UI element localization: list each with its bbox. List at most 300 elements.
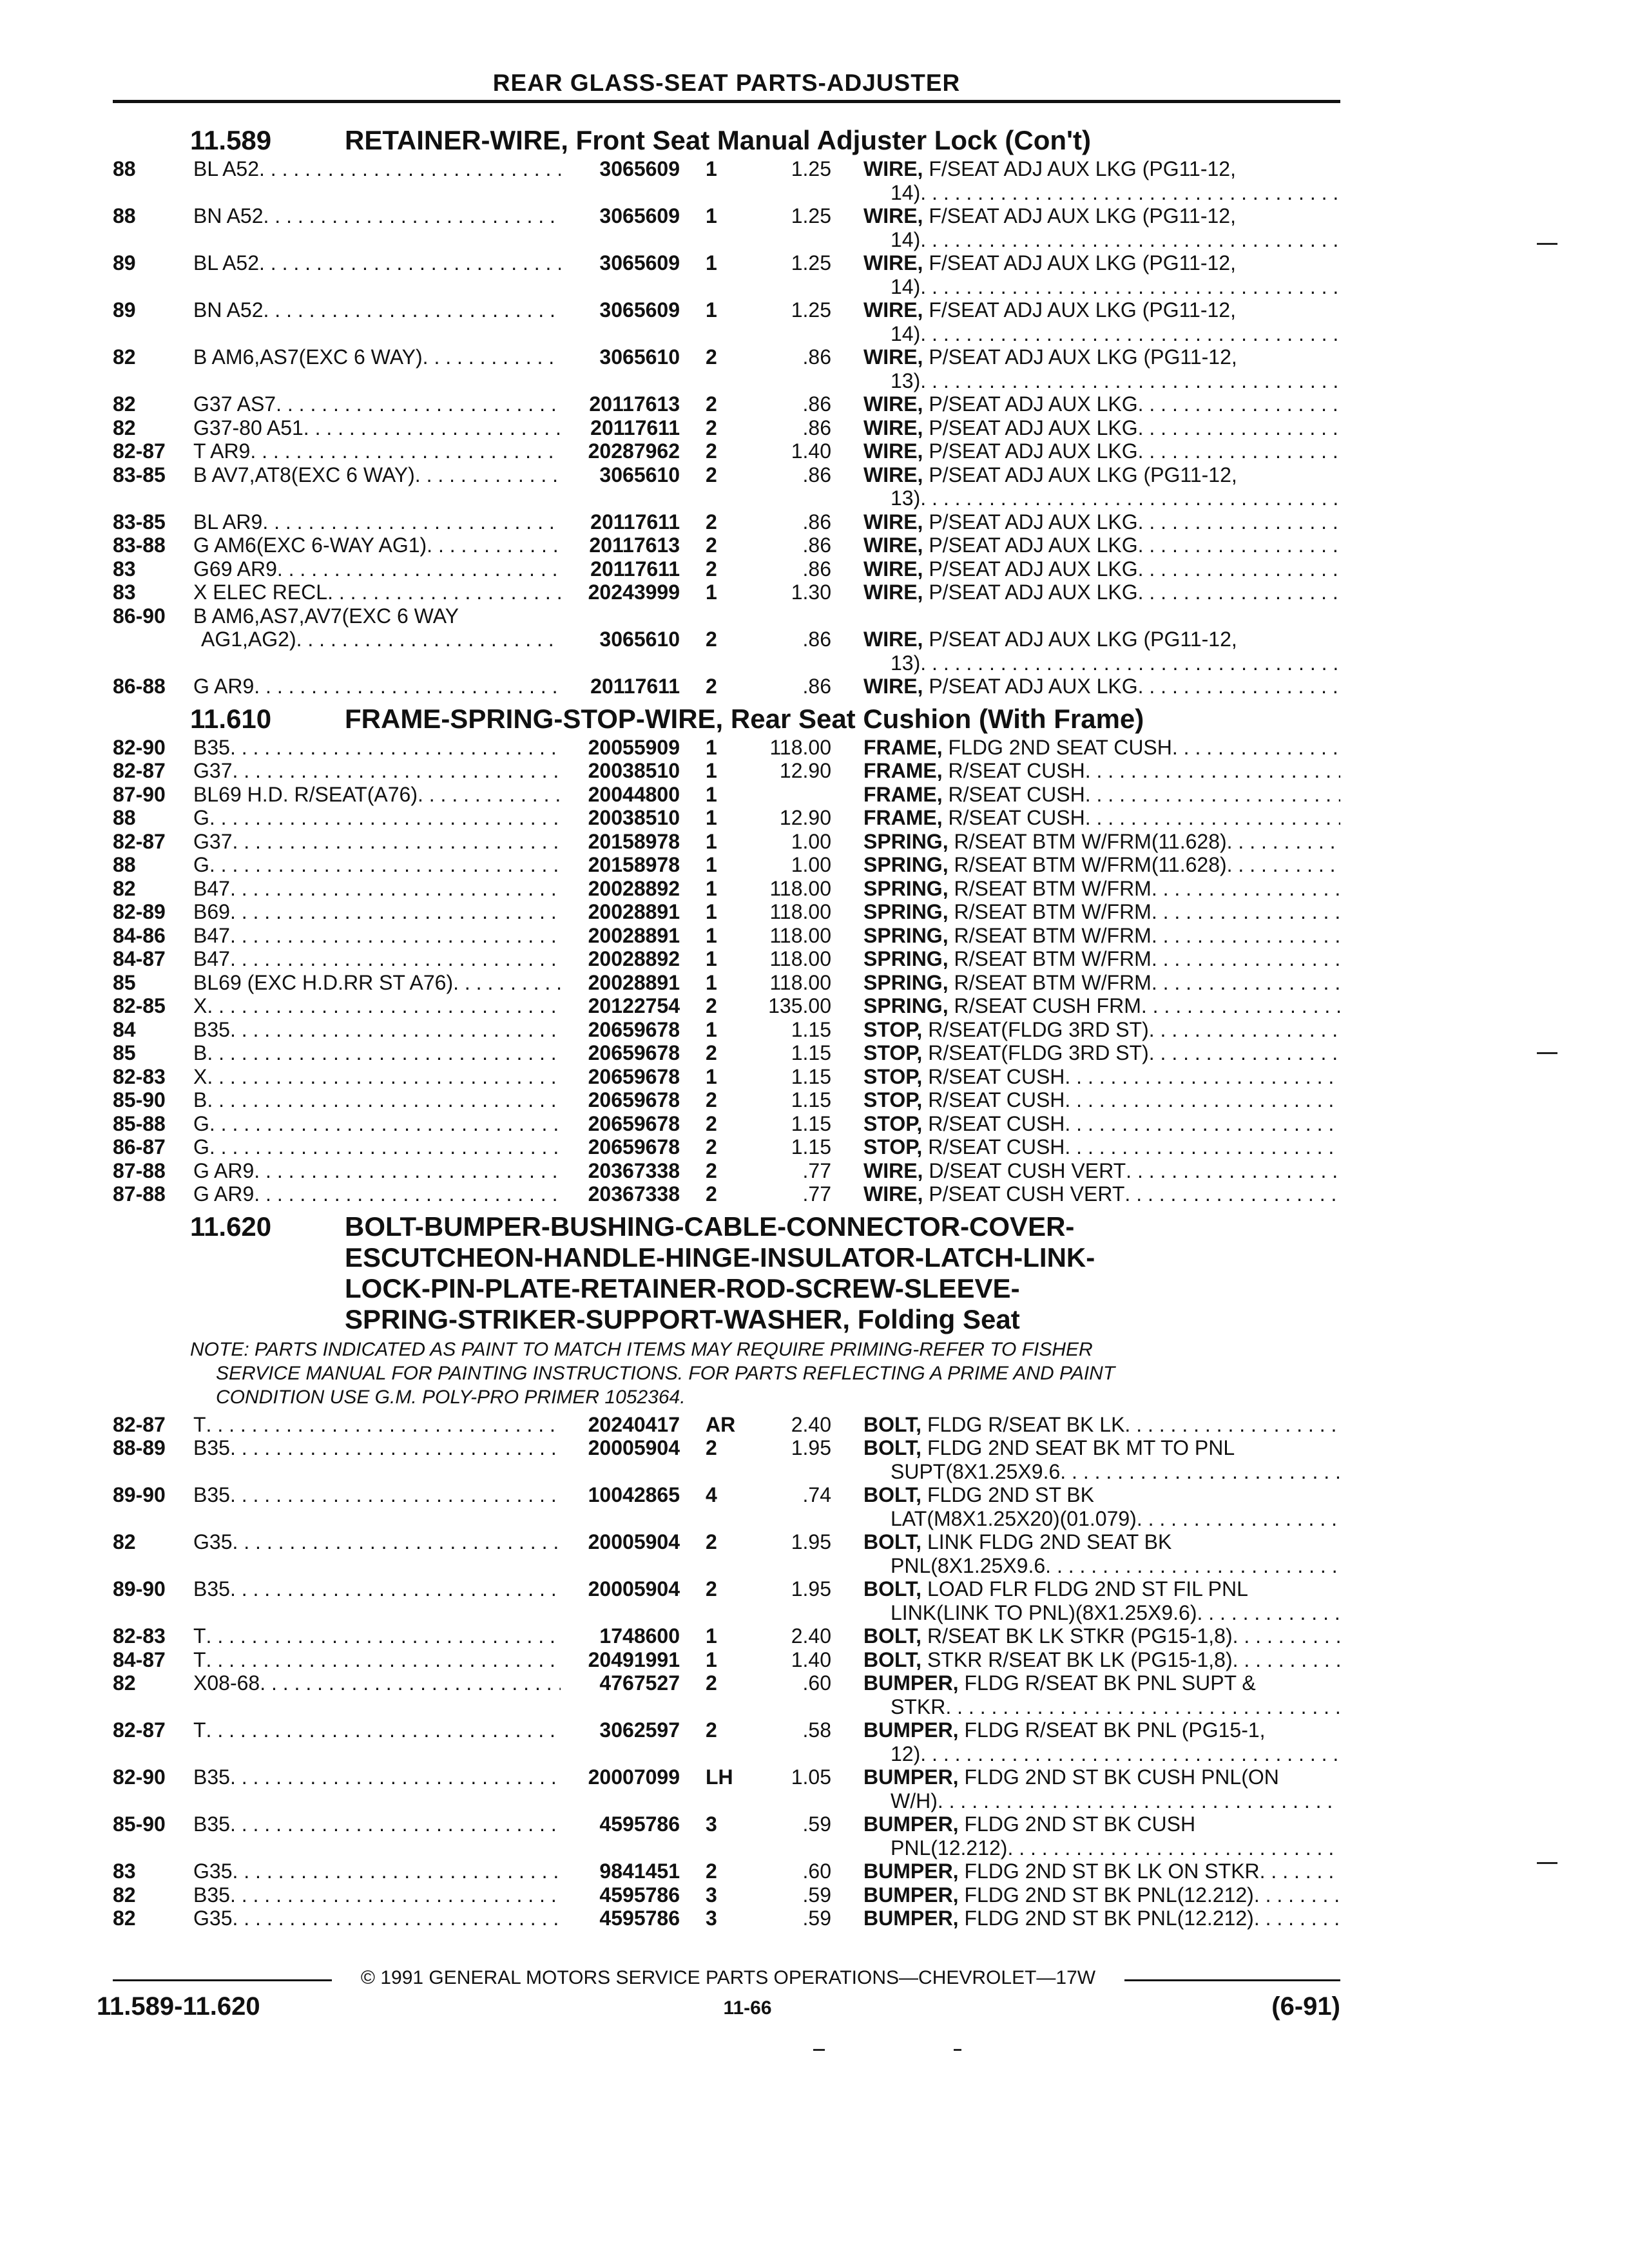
description-line: BOLT, FLDG 2ND ST BK bbox=[863, 1483, 1094, 1506]
quantity: 1 bbox=[706, 298, 717, 322]
description-line: 13) bbox=[891, 369, 921, 392]
part-number: 9841451 bbox=[599, 1860, 680, 1883]
model-codes bbox=[193, 345, 561, 392]
model-text: G bbox=[193, 1135, 209, 1158]
price: 1.95 bbox=[791, 1436, 831, 1459]
part-number: 20659678 bbox=[588, 1135, 680, 1158]
section-name-line: RETAINER-WIRE, Front Seat Manual Adjuster Lock (Con't) bbox=[345, 125, 1091, 155]
model-codes bbox=[193, 1765, 561, 1812]
quantity: 1 bbox=[706, 1648, 717, 1671]
table-row bbox=[113, 1765, 1340, 1812]
description-line: STOP, R/SEAT CUSH bbox=[863, 1088, 1065, 1111]
table-row bbox=[113, 1088, 1340, 1112]
model-codes bbox=[193, 204, 561, 251]
description-line: BUMPER, FLDG 2ND ST BK PNL(12.212) bbox=[863, 1883, 1254, 1907]
model-text: B35 bbox=[193, 1812, 230, 1836]
dot-leader bbox=[1138, 557, 1340, 581]
description-line: BOLT, FLDG 2ND SEAT BK MT TO PNL bbox=[863, 1436, 1235, 1459]
part-description bbox=[831, 1718, 1340, 1765]
part-number: 20005904 bbox=[588, 1530, 680, 1553]
model-years: 82 bbox=[113, 345, 136, 369]
table-row bbox=[113, 1812, 1340, 1860]
dot-leader bbox=[423, 345, 561, 392]
quantity: 2 bbox=[706, 1530, 717, 1553]
part-description bbox=[831, 298, 1340, 345]
description-line: BUMPER, FLDG R/SEAT BK PNL SUPT & bbox=[863, 1671, 1256, 1695]
price: .77 bbox=[802, 1182, 831, 1206]
quantity: 1 bbox=[706, 581, 717, 604]
dot-leader bbox=[259, 251, 561, 298]
part-number: 20005904 bbox=[588, 1577, 680, 1600]
quantity: 2 bbox=[706, 1860, 717, 1883]
dot-leader bbox=[427, 533, 561, 557]
description-line: BOLT, LINK FLDG 2ND SEAT BK bbox=[863, 1530, 1172, 1553]
description-line: WIRE, F/SEAT ADJ AUX LKG (PG11-12, bbox=[863, 157, 1236, 180]
model-years: 86-90 bbox=[113, 604, 166, 628]
part-description bbox=[831, 736, 1340, 760]
quantity: 2 bbox=[706, 439, 717, 463]
note-line: CONDITION USE G.M. POLY-PRO PRIMER 1052364. bbox=[216, 1386, 686, 1408]
price: .86 bbox=[802, 675, 831, 698]
table-row bbox=[113, 1530, 1340, 1577]
dot-leader bbox=[1197, 1601, 1340, 1625]
part-number: 20028891 bbox=[588, 923, 680, 947]
model-text: G AR9 bbox=[193, 675, 255, 698]
price: 135.00 bbox=[768, 994, 831, 1017]
table-row bbox=[113, 557, 1340, 581]
model-text: BL A52 bbox=[193, 157, 260, 180]
quantity: 1 bbox=[706, 900, 717, 923]
model-text: G35 bbox=[193, 1530, 233, 1553]
model-text: G bbox=[193, 1111, 209, 1135]
dot-leader bbox=[207, 1088, 561, 1112]
dot-leader bbox=[1152, 947, 1340, 971]
part-description bbox=[831, 900, 1340, 924]
table-row bbox=[113, 947, 1340, 971]
price: 1.05 bbox=[791, 1765, 831, 1789]
quantity: 2 bbox=[706, 1158, 717, 1182]
model-years: 83-85 bbox=[113, 463, 166, 486]
dot-leader bbox=[1152, 924, 1340, 948]
table-row bbox=[113, 783, 1340, 807]
dot-leader bbox=[1254, 1883, 1340, 1907]
scan-mark bbox=[813, 2049, 825, 2051]
price: 1.15 bbox=[791, 1088, 831, 1111]
price: .60 bbox=[802, 1671, 831, 1695]
part-description bbox=[831, 1624, 1340, 1648]
section-name-line: LOCK-PIN-PLATE-RETAINER-ROD-SCREW-SLEEVE- bbox=[345, 1273, 1020, 1303]
dot-leader bbox=[1045, 1554, 1340, 1578]
model-codes bbox=[193, 675, 561, 698]
quantity: 3 bbox=[706, 1812, 717, 1836]
quantity: 2 bbox=[706, 675, 717, 698]
description-line: STKR bbox=[891, 1695, 946, 1718]
model-years: 88 bbox=[113, 157, 136, 180]
model-text: T bbox=[193, 1718, 206, 1742]
part-number: 4767527 bbox=[599, 1671, 680, 1695]
part-description bbox=[831, 345, 1340, 392]
part-description bbox=[831, 204, 1340, 251]
model-years: 82 bbox=[113, 876, 136, 900]
dot-leader bbox=[1233, 1624, 1340, 1648]
model-codes bbox=[193, 783, 561, 807]
description-line: 14) bbox=[891, 322, 921, 345]
model-codes bbox=[193, 830, 561, 854]
part-description bbox=[831, 1577, 1340, 1624]
model-codes bbox=[193, 157, 561, 204]
model-years: 85-90 bbox=[113, 1088, 166, 1111]
description-line: LINK(LINK TO PNL)(8X1.25X9.6) bbox=[891, 1600, 1197, 1624]
part-number: 20028892 bbox=[588, 876, 680, 900]
description-line: WIRE, P/SEAT ADJ AUX LKG bbox=[863, 416, 1138, 439]
scan-mark bbox=[954, 2049, 961, 2051]
price: .86 bbox=[802, 463, 831, 486]
price: 1.25 bbox=[791, 251, 831, 274]
model-codes bbox=[193, 1135, 561, 1159]
dot-leader bbox=[1152, 877, 1340, 901]
table-row bbox=[113, 251, 1340, 298]
dot-leader bbox=[1152, 971, 1340, 995]
model-codes bbox=[193, 251, 561, 298]
model-codes bbox=[193, 604, 561, 675]
table-row bbox=[113, 924, 1340, 948]
dot-leader bbox=[1085, 806, 1340, 830]
note-line: SERVICE MANUAL FOR PAINTING INSTRUCTIONS. FOR PARTS REFLECTING A PRIME AND PAINT bbox=[216, 1362, 1115, 1384]
model-codes bbox=[193, 557, 561, 581]
model-text: G35 bbox=[193, 1907, 233, 1930]
table-row bbox=[113, 1718, 1340, 1765]
quantity: AR bbox=[706, 1412, 736, 1436]
scan-mark bbox=[1537, 1052, 1557, 1054]
table-row bbox=[113, 533, 1340, 557]
dot-leader bbox=[1085, 759, 1340, 783]
price: 1.15 bbox=[791, 1064, 831, 1088]
part-description bbox=[831, 439, 1340, 463]
quantity: 2 bbox=[706, 510, 717, 533]
part-number: 20117613 bbox=[589, 392, 680, 416]
model-years: 83 bbox=[113, 581, 136, 604]
table-row bbox=[113, 1182, 1340, 1206]
description-line: WIRE, P/SEAT ADJ AUX LKG bbox=[863, 439, 1138, 463]
price: .86 bbox=[802, 628, 831, 651]
part-number: 20005904 bbox=[588, 1436, 680, 1459]
part-number: 20117611 bbox=[590, 510, 680, 533]
model-years: 84-87 bbox=[113, 1648, 166, 1671]
model-text: BL69 H.D. R/SEAT(A76) bbox=[193, 782, 418, 806]
dot-leader bbox=[230, 1483, 561, 1530]
description-line: W/H) bbox=[891, 1789, 938, 1812]
part-description bbox=[831, 924, 1340, 948]
model-text: B35 bbox=[193, 1765, 230, 1789]
scan-mark bbox=[1537, 1862, 1557, 1864]
price: .59 bbox=[802, 1883, 831, 1907]
part-description bbox=[831, 1041, 1340, 1065]
model-years: 83-85 bbox=[113, 510, 166, 533]
table-row bbox=[113, 736, 1340, 760]
dot-leader bbox=[230, 736, 561, 760]
quantity: 2 bbox=[706, 1041, 717, 1064]
quantity: 2 bbox=[706, 416, 717, 439]
part-number: 20028892 bbox=[588, 947, 680, 970]
dot-leader bbox=[230, 1577, 561, 1624]
price: 118.00 bbox=[769, 970, 831, 994]
model-years: 82-83 bbox=[113, 1064, 166, 1088]
table-row bbox=[113, 1018, 1340, 1042]
quantity: 2 bbox=[706, 1111, 717, 1135]
part-number: 20243999 bbox=[588, 581, 680, 604]
revision-date: (6-91) bbox=[1271, 1992, 1340, 2021]
model-years: 85-90 bbox=[113, 1812, 166, 1836]
dot-leader bbox=[1138, 581, 1340, 604]
model-codes bbox=[193, 1413, 561, 1437]
description-line: PNL(8X1.25X9.6 bbox=[891, 1553, 1046, 1577]
part-number: 3065610 bbox=[599, 463, 680, 486]
part-description bbox=[831, 1530, 1340, 1577]
model-codes bbox=[193, 1718, 561, 1765]
dot-leader bbox=[1085, 783, 1340, 807]
part-number: 20367338 bbox=[588, 1158, 680, 1182]
model-text: B47 bbox=[193, 947, 230, 970]
section-name-line: BOLT-BUMPER-BUSHING-CABLE-CONNECTOR-COVER- bbox=[345, 1211, 1075, 1242]
price: 1.15 bbox=[791, 1017, 831, 1041]
table-row bbox=[113, 463, 1340, 510]
model-years: 82-83 bbox=[113, 1624, 166, 1648]
model-years: 84-86 bbox=[113, 923, 166, 947]
description-line: SPRING, R/SEAT CUSH FRM bbox=[863, 994, 1141, 1017]
part-number: 4595786 bbox=[599, 1883, 680, 1907]
description-line: STOP, R/SEAT CUSH bbox=[863, 1111, 1065, 1135]
model-text: G bbox=[193, 806, 209, 829]
part-number: 3065610 bbox=[599, 345, 680, 369]
part-description bbox=[831, 416, 1340, 440]
header-rule bbox=[113, 100, 1340, 103]
model-years: 87-90 bbox=[113, 782, 166, 806]
model-years: 87-88 bbox=[113, 1158, 166, 1182]
description-line: WIRE, F/SEAT ADJ AUX LKG (PG11-12, bbox=[863, 251, 1236, 274]
model-text: B35 bbox=[193, 1883, 230, 1907]
model-text: B AV7,AT8(EXC 6 WAY) bbox=[193, 463, 415, 486]
price: 1.95 bbox=[791, 1577, 831, 1600]
model-codes bbox=[193, 439, 561, 463]
model-codes bbox=[193, 1182, 561, 1206]
dot-leader bbox=[296, 628, 561, 651]
quantity: 1 bbox=[706, 1064, 717, 1088]
dot-leader bbox=[206, 1718, 561, 1765]
dot-leader bbox=[230, 947, 561, 971]
quantity: 2 bbox=[706, 392, 717, 416]
description-line: BUMPER, FLDG 2ND ST BK CUSH PNL(ON bbox=[863, 1765, 1279, 1789]
part-description bbox=[831, 557, 1340, 581]
dot-leader bbox=[920, 369, 1340, 393]
price: 1.40 bbox=[791, 439, 831, 463]
part-description bbox=[831, 971, 1340, 995]
price: 1.30 bbox=[791, 581, 831, 604]
table-row bbox=[113, 392, 1340, 416]
part-description bbox=[831, 392, 1340, 416]
part-description bbox=[831, 533, 1340, 557]
model-codes bbox=[193, 581, 561, 604]
dot-leader bbox=[1065, 1065, 1340, 1089]
dot-leader bbox=[230, 1436, 561, 1483]
table-row bbox=[113, 1671, 1340, 1718]
quantity: 1 bbox=[706, 157, 717, 180]
dot-leader bbox=[1138, 533, 1340, 557]
dot-leader bbox=[1065, 1112, 1340, 1136]
table-row bbox=[113, 581, 1340, 604]
part-description bbox=[831, 1883, 1340, 1907]
page-number: 11-66 bbox=[723, 1997, 772, 2019]
quantity: 1 bbox=[706, 735, 717, 759]
quantity: 2 bbox=[706, 628, 717, 651]
part-number: 20659678 bbox=[588, 1088, 680, 1111]
model-codes bbox=[193, 1018, 561, 1042]
model-text: B AM6,AS7,AV7(EXC 6 WAY bbox=[193, 604, 459, 628]
table-row bbox=[113, 510, 1340, 534]
footer-rule-left bbox=[113, 1979, 332, 1981]
dot-leader bbox=[920, 1742, 1340, 1766]
description-line: WIRE, D/SEAT CUSH VERT bbox=[863, 1158, 1126, 1182]
part-number: 20028891 bbox=[588, 900, 680, 923]
footer-rule-right bbox=[1124, 1979, 1340, 1981]
quantity: 4 bbox=[706, 1483, 717, 1506]
description-line: STOP, R/SEAT(FLDG 3RD ST) bbox=[863, 1041, 1149, 1064]
table-row bbox=[113, 830, 1340, 854]
part-number: 20659678 bbox=[588, 1111, 680, 1135]
part-description bbox=[831, 783, 1340, 807]
dot-leader bbox=[1149, 1041, 1340, 1065]
price: 12.90 bbox=[779, 806, 831, 829]
dot-leader bbox=[1137, 1507, 1340, 1531]
part-description bbox=[831, 1065, 1340, 1089]
price: .77 bbox=[802, 1158, 831, 1182]
part-number: 20158978 bbox=[588, 853, 680, 876]
model-codes bbox=[193, 971, 561, 995]
quantity: 2 bbox=[706, 1135, 717, 1158]
dot-leader bbox=[920, 651, 1340, 675]
dot-leader bbox=[945, 1695, 1340, 1719]
quantity: 3 bbox=[706, 1907, 717, 1930]
table-row bbox=[113, 416, 1340, 440]
part-description bbox=[831, 510, 1340, 534]
table-row bbox=[113, 1648, 1340, 1672]
description-line: BOLT, LOAD FLR FLDG 2ND ST FIL PNL bbox=[863, 1577, 1248, 1600]
table-row bbox=[113, 1624, 1340, 1648]
dot-leader bbox=[1138, 416, 1340, 440]
part-number: 1748600 bbox=[599, 1624, 680, 1648]
model-text: BL AR9 bbox=[193, 510, 263, 533]
dot-leader bbox=[1138, 675, 1340, 698]
model-text: X bbox=[193, 1064, 207, 1088]
quantity: 1 bbox=[706, 782, 717, 806]
model-text: X bbox=[193, 994, 207, 1017]
quantity: 1 bbox=[706, 970, 717, 994]
dot-leader bbox=[254, 1182, 561, 1206]
description-line: STOP, R/SEAT(FLDG 3RD ST) bbox=[863, 1017, 1149, 1041]
model-years: 83 bbox=[113, 1860, 136, 1883]
part-number: 20038510 bbox=[588, 759, 680, 782]
part-description bbox=[831, 1135, 1340, 1159]
model-text: X08-68 bbox=[193, 1671, 260, 1695]
model-codes bbox=[193, 853, 561, 877]
quantity: LH bbox=[706, 1765, 733, 1789]
description-line: BOLT, STKR R/SEAT BK LK (PG15-1,8) bbox=[863, 1648, 1233, 1671]
dot-leader bbox=[277, 557, 561, 581]
quantity: 1 bbox=[706, 759, 717, 782]
model-codes bbox=[193, 416, 561, 440]
model-text: T AR9 bbox=[193, 439, 251, 463]
dot-leader bbox=[230, 1812, 561, 1860]
table-row bbox=[113, 439, 1340, 463]
model-codes bbox=[193, 759, 561, 783]
quantity: 1 bbox=[706, 806, 717, 829]
model-years: 82 bbox=[113, 1907, 136, 1930]
dot-leader bbox=[304, 416, 561, 440]
quantity: 2 bbox=[706, 1182, 717, 1206]
note-line: NOTE: PARTS INDICATED AS PAINT TO MATCH ITEMS MAY REQUIRE PRIMING-REFER TO FISHER bbox=[190, 1338, 1093, 1360]
part-description bbox=[831, 1765, 1340, 1812]
table-row bbox=[113, 877, 1340, 901]
price: 1.95 bbox=[791, 1530, 831, 1553]
quantity: 2 bbox=[706, 1436, 717, 1459]
dot-leader bbox=[1138, 510, 1340, 534]
dot-leader bbox=[920, 486, 1340, 510]
scan-mark bbox=[1537, 243, 1557, 245]
dot-leader bbox=[920, 275, 1340, 299]
model-years: 85-88 bbox=[113, 1111, 166, 1135]
part-description bbox=[831, 1112, 1340, 1136]
model-codes bbox=[193, 1041, 561, 1065]
description-line: WIRE, P/SEAT ADJ AUX LKG bbox=[863, 510, 1138, 533]
dot-leader bbox=[230, 877, 561, 901]
price: .86 bbox=[802, 345, 831, 369]
price: .58 bbox=[802, 1718, 831, 1742]
description-line: WIRE, P/SEAT ADJ AUX LKG (PG11-12, bbox=[863, 628, 1237, 651]
section-name-line: FRAME-SPRING-STOP-WIRE, Rear Seat Cushion (With Frame) bbox=[345, 703, 1144, 734]
quantity: 1 bbox=[706, 829, 717, 853]
part-description bbox=[831, 251, 1340, 298]
model-text: G69 AR9 bbox=[193, 557, 277, 581]
model-years: 82 bbox=[113, 392, 136, 416]
model-years: 82-90 bbox=[113, 1765, 166, 1789]
model-codes bbox=[193, 1088, 561, 1112]
part-number: 20007099 bbox=[588, 1765, 680, 1789]
dot-leader bbox=[1152, 900, 1340, 924]
model-years: 82-87 bbox=[113, 1412, 166, 1436]
quantity: 1 bbox=[706, 204, 717, 227]
description-line: SPRING, R/SEAT BTM W/FRM bbox=[863, 970, 1152, 994]
model-codes bbox=[193, 1159, 561, 1183]
price: 1.15 bbox=[791, 1135, 831, 1158]
price: .86 bbox=[802, 416, 831, 439]
part-description bbox=[831, 157, 1340, 204]
dot-leader bbox=[938, 1789, 1340, 1813]
dot-leader bbox=[206, 1624, 561, 1648]
price: 118.00 bbox=[769, 923, 831, 947]
dot-leader bbox=[262, 510, 561, 534]
model-text: B47 bbox=[193, 923, 230, 947]
quantity: 1 bbox=[706, 876, 717, 900]
description-line: WIRE, P/SEAT ADJ AUX LKG bbox=[863, 557, 1138, 581]
model-text: AG1,AG2) bbox=[201, 628, 296, 651]
model-years: 87-88 bbox=[113, 1182, 166, 1206]
model-codes bbox=[193, 1907, 561, 1930]
model-years: 82-87 bbox=[113, 439, 166, 463]
table-row bbox=[113, 1112, 1340, 1136]
model-codes bbox=[193, 1860, 561, 1883]
section-heading bbox=[113, 704, 1340, 735]
description-line: SPRING, R/SEAT BTM W/FRM bbox=[863, 900, 1152, 923]
price: 1.25 bbox=[791, 204, 831, 227]
